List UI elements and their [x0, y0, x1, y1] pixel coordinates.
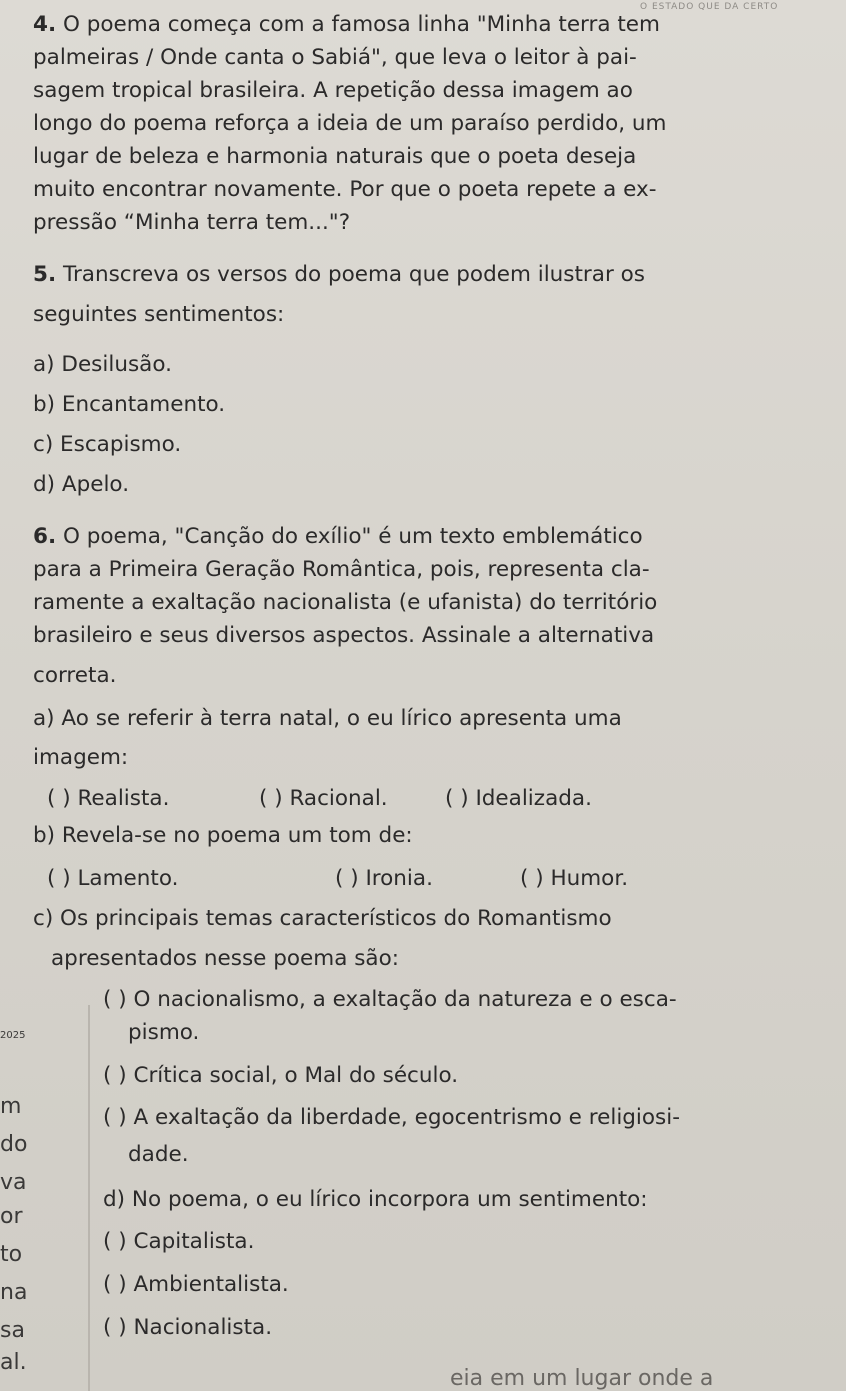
margin-year: 2025: [0, 1030, 26, 1041]
q6-line-4: brasileiro e seus diversos aspectos. Assinale a alternativa: [33, 623, 655, 648]
margin-fragment: m: [0, 1094, 22, 1119]
q5-item-c: c) Escapismo.: [33, 432, 182, 457]
margin-fragment: do: [0, 1132, 28, 1157]
q6-a-option-realista: ( ) Realista.: [47, 786, 170, 811]
q6-c-option-1-cont: pismo.: [128, 1020, 200, 1045]
margin-fragment: to: [0, 1242, 23, 1267]
margin-fragment: sa: [0, 1318, 25, 1343]
q5-number: 5.: [33, 262, 57, 287]
q6-line-2: para a Primeira Geração Romântica, pois, representa cla-: [33, 557, 650, 582]
q4-line-5: lugar de beleza e harmonia naturais que o poeta deseja: [33, 144, 637, 169]
q6-line-3: ramente a exaltação nacionalista (e ufanista) do território: [33, 590, 658, 615]
q6-d-option-nacionalista: ( ) Nacionalista.: [103, 1315, 273, 1340]
q6-b-line: b) Revela-se no poema um tom de:: [33, 823, 413, 848]
q6-c-option-3: ( ) A exaltação da liberdade, egocentrismo e religiosi-: [103, 1105, 680, 1130]
q4-line-6: muito encontrar novamente. Por que o poeta repete a ex-: [33, 177, 657, 202]
q6-b-option-humor: ( ) Humor.: [520, 866, 629, 891]
bottom-text-fragment: eia em um lugar onde a: [450, 1366, 714, 1391]
margin-fragment: va: [0, 1170, 27, 1195]
q6-d-option-capitalista: ( ) Capitalista.: [103, 1229, 255, 1254]
q6-c-line-1: c) Os principais temas característicos do Romantismo: [33, 906, 612, 931]
q5-line-2: seguintes sentimentos:: [33, 302, 285, 327]
q5-item-d: d) Apelo.: [33, 472, 130, 497]
q5-line-1: 5. Transcreva os versos do poema que podem ilustrar os: [33, 262, 645, 287]
q6-c-option-2: ( ) Crítica social, o Mal do século.: [103, 1063, 459, 1088]
q4-line-1: 4. O poema começa com a famosa linha "Minha terra tem: [33, 12, 660, 37]
q6-a-line-2: imagem:: [33, 745, 129, 770]
q5-item-a: a) Desilusão.: [33, 352, 172, 377]
q6-c-line-2: apresentados nesse poema são:: [51, 946, 399, 971]
q6-number: 6.: [33, 524, 57, 549]
q4-line-3: sagem tropical brasileira. A repetição dessa imagem ao: [33, 78, 633, 103]
q4-line-7: pressão “Minha terra tem..."?: [33, 210, 351, 235]
q6-d-option-ambientalista: ( ) Ambientalista.: [103, 1272, 289, 1297]
q6-a-option-idealizada: ( ) Idealizada.: [445, 786, 592, 811]
q6-a-line-1: a) Ao se referir à terra natal, o eu lírico apresenta uma: [33, 706, 622, 731]
q6-d-line: d) No poema, o eu lírico incorpora um sentimento:: [103, 1187, 648, 1212]
q6-line-5: correta.: [33, 663, 117, 688]
q6-c-option-3-cont: dade.: [128, 1142, 189, 1167]
q6-a-option-racional: ( ) Racional.: [259, 786, 388, 811]
header-mark: O ESTADO QUE DA CERTO: [640, 2, 779, 12]
q6-line-1: 6. O poema, "Canção do exílio" é um texto emblemático: [33, 524, 643, 549]
q6-b-option-lamento: ( ) Lamento.: [47, 866, 179, 891]
q4-number: 4.: [33, 12, 57, 37]
q6-b-option-ironia: ( ) Ironia.: [335, 866, 433, 891]
margin-rule: [88, 1005, 90, 1391]
margin-fragment: na: [0, 1280, 28, 1305]
margin-fragment: al.: [0, 1350, 27, 1375]
q6-c-option-1: ( ) O nacionalismo, a exaltação da natureza e o esca-: [103, 987, 677, 1012]
q5-item-b: b) Encantamento.: [33, 392, 226, 417]
q4-line-4: longo do poema reforça a ideia de um paraíso perdido, um: [33, 111, 667, 136]
margin-fragment: or: [0, 1204, 23, 1229]
q4-line-2: palmeiras / Onde canta o Sabiá", que leva o leitor à pai-: [33, 45, 637, 70]
